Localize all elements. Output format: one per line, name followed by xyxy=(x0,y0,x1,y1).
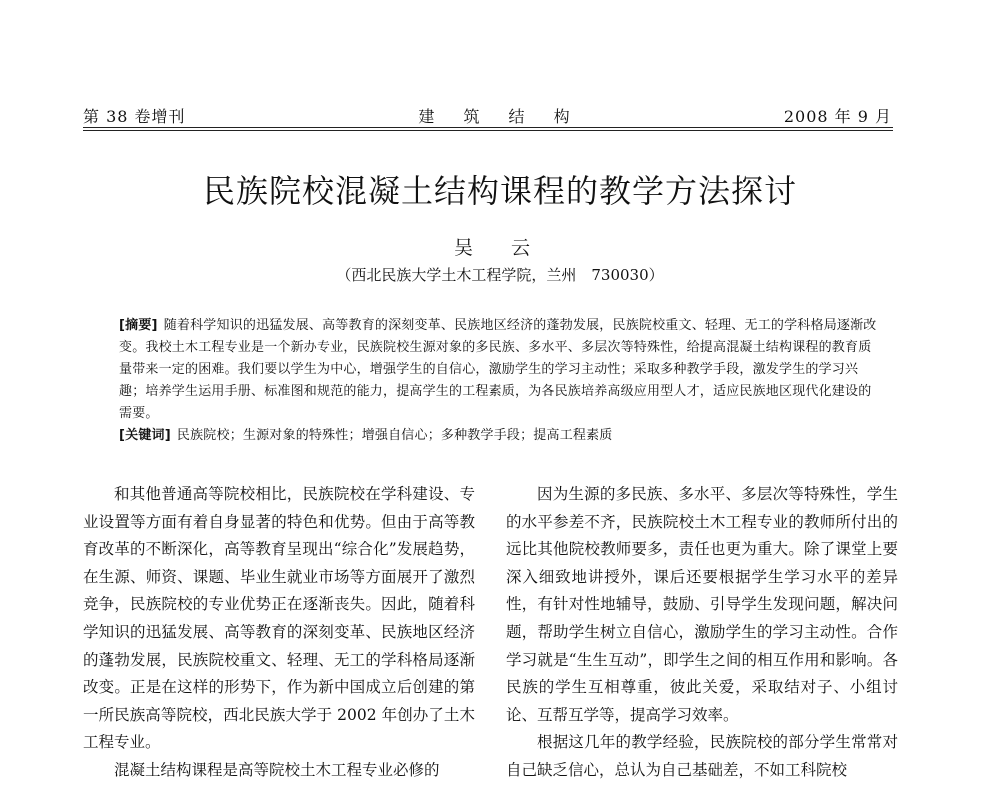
author-affiliation: （西北民族大学土木工程学院，兰州 730030） xyxy=(336,266,664,284)
body-paragraph: 因为生源的多民族、多水平、多层次等特殊性，学生的水平参差不齐，民族院校土木工程专业的教师所付出的远比其他院校教师要多，责任也更为重大。除了课堂上要深入细致地讲授外，课后还要根据学生学习水平的差异性，有针对性地辅导，鼓励、引导学生发现问题，解决问题，帮助学生树立自信心，激励学生的学习主动性。合作学习就是“生生互动”，即学生之间的相互作用和影响。各民族的学生互相尊重，彼此关爱，采取结对子、小组讨论、互帮互学等，提高学习效率。 xyxy=(506,485,898,724)
keywords-label: [关键词] xyxy=(119,428,171,443)
body-paragraph: 混凝土结构课程是高等院校土木工程专业必修的 xyxy=(114,760,440,779)
header-rule-top xyxy=(83,127,893,128)
keywords-paragraph xyxy=(119,425,879,447)
header-rule-bottom xyxy=(83,130,893,131)
abstract-text: 随着科学知识的迅猛发展、高等教育的深刻变革、民族地区经济的蓬勃发展，民族院校重文、轻理、无工的学科格局逐渐改变。我校土木工程专业是一个新办专业，民族院校生源对象的多民族、多水平、多层次等特殊性，给提高混凝土结构课程的教育质量带来一定的困难。我们要以学生为中心，增强学生的自信心，激励学生的学习主动性；采取多种教学手段，激发学生的学习兴趣；培养学生运用手册、标准图和规范的能力，提高学生的工程素质，为各民族培养高级应用型人才，适应民族地区现代化建设的需要。 xyxy=(119,318,877,421)
author-name: 吴 云 xyxy=(453,237,547,259)
body-paragraph: 根据这几年的教学经验，民族院校的部分学生常常对自己缺乏信心，总认为自己基础差，不如工科院校 xyxy=(506,733,898,779)
abstract-block xyxy=(119,315,879,447)
journal-date: 2008 年 9 月 xyxy=(783,107,892,126)
journal-volume: 第 38 卷增刊 xyxy=(83,107,186,126)
body-column-right xyxy=(506,481,898,785)
abstract-label: [摘要] xyxy=(119,318,158,333)
body-paragraph: 和其他普通高等院校相比，民族院校在学科建设、专业设置等方面有着自身显著的特色和优势。但由于高等教育改革的不断深化，高等教育呈现出“综合化”发展趋势，在生源、师资、课题、毕业生就业市场等方面展开了激烈竞争，民族院校的专业优势正在逐渐丧失。因此，随着科学知识的迅猛发展、高等教育的深刻变革、民族地区经济的蓬勃发展，民族院校重文、轻理、无工的学科格局逐渐改变。正是在这样的形势下，作为新中国成立后创建的第一所民族高等院校，西北民族大学于 2002 年创办了土木工程专业。 xyxy=(83,485,475,752)
body-column-left xyxy=(83,481,475,785)
abstract-paragraph xyxy=(119,315,879,425)
journal-name: 建 筑 结 构 xyxy=(418,107,582,126)
paper-title: 民族院校混凝土结构课程的教学方法探讨 xyxy=(202,172,797,210)
keywords-text: 民族院校；生源对象的特殊性；增强自信心；多种教学手段；提高工程素质 xyxy=(176,428,613,443)
